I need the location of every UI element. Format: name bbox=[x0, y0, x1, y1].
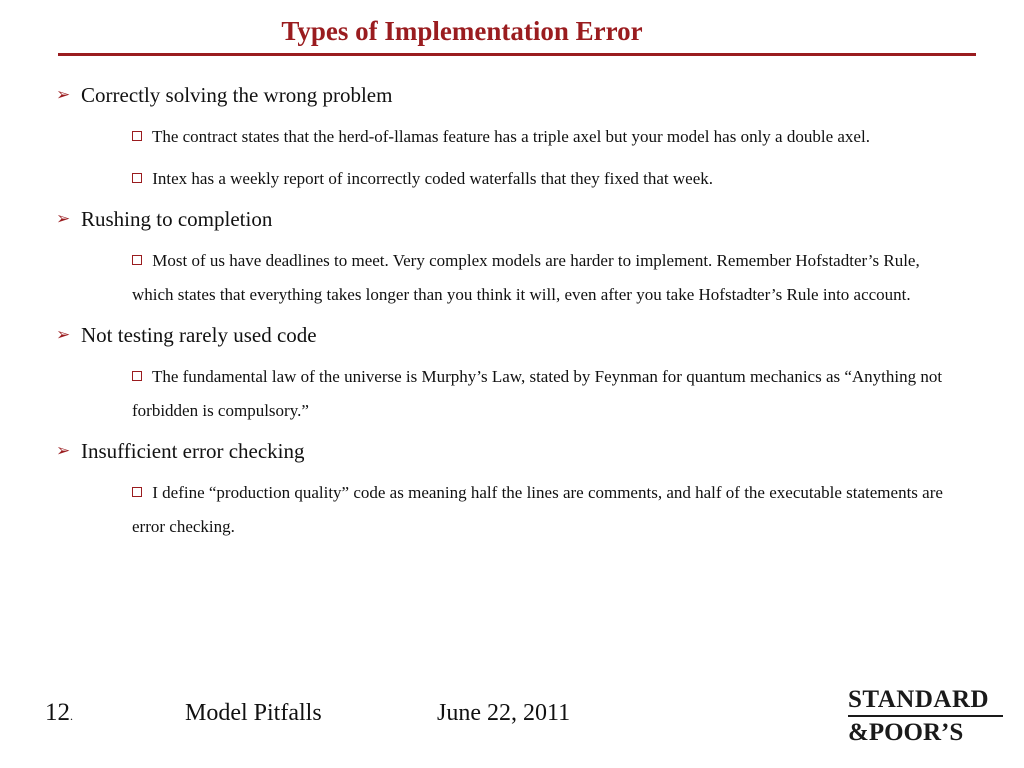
sub-bullet-item bbox=[132, 360, 966, 428]
bullet-heading: Insufficient error checking bbox=[81, 439, 305, 463]
sub-bullet-text: Intex has a weekly report of incorrectly coded waterfalls that they fixed that week. bbox=[152, 169, 714, 188]
bullet-heading: Rushing to completion bbox=[81, 207, 273, 231]
checkbox-bullet-icon bbox=[132, 173, 142, 183]
checkbox-bullet-icon bbox=[132, 131, 142, 141]
checkbox-bullet-icon bbox=[132, 255, 142, 265]
sub-bullet-item bbox=[132, 476, 966, 544]
bullet-item bbox=[56, 320, 966, 350]
logo-line-1: STANDARD bbox=[848, 686, 1003, 717]
sub-bullet-text: The fundamental law of the universe is Murphy’s Law, stated by Feynman for quantum mechanics as “Anything not forbidden is compulsory.” bbox=[132, 367, 943, 420]
title-divider bbox=[58, 53, 976, 56]
arrow-bullet-icon: ➢ bbox=[56, 325, 71, 344]
sub-bullet-item bbox=[132, 120, 966, 154]
checkbox-bullet-icon bbox=[132, 487, 142, 497]
sub-bullet-text: Most of us have deadlines to meet. Very complex models are harder to implement. Remember Hofstadter’s Rule, which states that everything takes longer than you think it will, even after you take Hofstadter’s Rule into account. bbox=[132, 251, 920, 304]
sub-bullet-item bbox=[132, 244, 966, 312]
sub-bullet-item bbox=[132, 162, 966, 196]
sub-bullet-text: I define “production quality” code as meaning half the lines are comments, and half of the executable statements are error checking. bbox=[132, 483, 943, 536]
checkbox-bullet-icon bbox=[132, 371, 142, 381]
footer-date: June 22, 2011 bbox=[437, 700, 571, 726]
bullet-item bbox=[56, 204, 966, 234]
page-number-value: 12 bbox=[45, 699, 70, 726]
bullet-item bbox=[56, 80, 966, 110]
bullet-heading: Correctly solving the wrong problem bbox=[81, 83, 393, 107]
bullet-heading: Not testing rarely used code bbox=[81, 323, 317, 347]
logo-line-2: &POOR’S bbox=[848, 719, 964, 746]
sub-bullet-text: The contract states that the herd-of-llamas feature has a triple axel but your model has only a double axel. bbox=[151, 127, 870, 146]
arrow-bullet-icon: ➢ bbox=[56, 209, 71, 228]
page-number bbox=[45, 699, 73, 727]
slide-content bbox=[56, 80, 966, 552]
arrow-bullet-icon: ➢ bbox=[56, 441, 71, 460]
slide-title: Types of Implementation Error bbox=[281, 16, 643, 46]
standard-poors-logo bbox=[848, 686, 1003, 749]
bullet-item bbox=[56, 436, 966, 466]
arrow-bullet-icon: ➢ bbox=[56, 85, 71, 104]
page-number-dot: . bbox=[70, 709, 73, 723]
footer-title: Model Pitfalls bbox=[185, 700, 322, 726]
